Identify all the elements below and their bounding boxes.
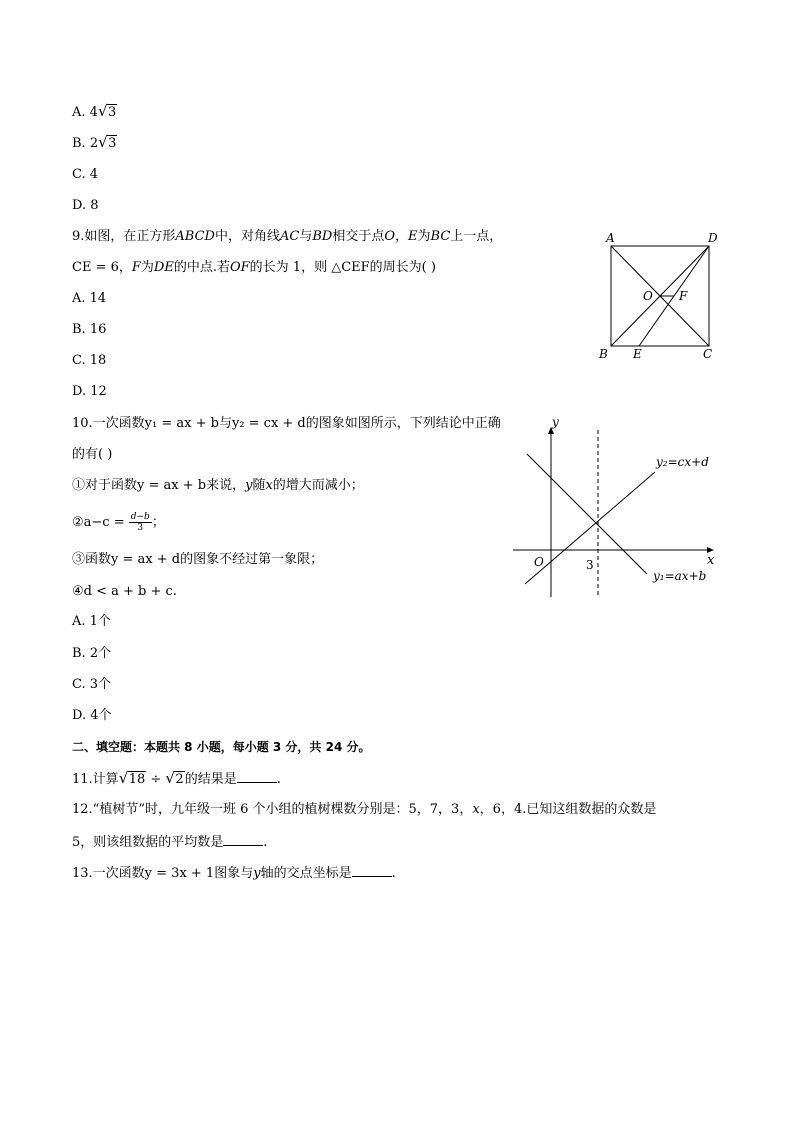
label-f: F — [679, 289, 688, 303]
q8-option-a: A. 4 √ 3 — [72, 102, 117, 120]
line-y1 — [527, 454, 647, 574]
q10-option-b: B. 2个 — [72, 646, 112, 661]
q10-linear-graph — [505, 412, 730, 604]
q9-option-b: B. 16 — [72, 322, 107, 337]
q11-stem: 11.计算 √ 18 ÷ √ 2的结果是 . — [72, 769, 281, 787]
q9-stem-line2: CE = 6，F为DE的中点.若OF的长为 1，则 △CEF的周长为( ) — [72, 260, 436, 275]
label-b: B — [599, 347, 608, 361]
y-axis-label: y — [552, 415, 559, 429]
x-axis-label: x — [707, 553, 715, 568]
q12-stem-line2: 5，则该组数据的平均数是 . — [72, 835, 268, 850]
sqrt-sign: √ 18 — [118, 769, 146, 787]
label-d: D — [708, 231, 718, 245]
section-2-title: 二、填空题：本题共 8 小题，每小题 3 分，共 24 分。 — [72, 740, 371, 754]
q10-stem-line1: 10.一次函数y₁ = ax + b与y₂ = cx + d的图象如图所示，下列结论中正确 — [72, 416, 501, 431]
q9-square-figure — [595, 228, 725, 363]
q10-statement-1: ①对于函数y = ax + b来说，y随x的增大而减小； — [72, 478, 364, 493]
q10-statement-4: ④d < a + b + c. — [72, 584, 177, 599]
q9-option-c: C. 18 — [72, 353, 107, 368]
answer-blank[interactable] — [223, 833, 263, 846]
q10-option-d: D. 4个 — [72, 708, 112, 723]
label-o: O — [643, 289, 653, 303]
q8-option-c: C. 4 — [72, 167, 99, 182]
q10-option-c: C. 3个 — [72, 677, 112, 692]
label-a: A — [606, 231, 615, 245]
y2-line-label: y₂=cx+d — [656, 455, 709, 469]
q9-stem-line1: 9.如图，在正方形ABCD中，对角线AC与BD相交于点O，E为BC上一点， — [72, 229, 503, 244]
answer-blank[interactable] — [237, 770, 277, 783]
q10-statement-3: ③函数y = ax + d的图象不经过第一象限； — [72, 552, 324, 567]
fraction: $\frac{d-b}{3}$ — [130, 512, 150, 533]
y1-line-label: y₁=ax+b — [653, 569, 707, 583]
q8-option-b: B. 2 √ 3 — [72, 133, 117, 151]
q9-option-a: A. 14 — [72, 291, 107, 306]
q10-option-a: A. 1个 — [72, 614, 111, 629]
sqrt-sign: √ 3 — [97, 102, 117, 120]
q13-stem: 13.一次函数y = 3x + 1图象与y轴的交点坐标是 . — [72, 866, 396, 881]
label-c: C — [703, 347, 713, 361]
sqrt-sign: √ 2 — [165, 769, 184, 787]
origin-label: O — [534, 555, 544, 569]
label-e: E — [633, 347, 642, 361]
q10-statement-2: ②a−c = $\frac{d-b}{3}$ ； — [72, 512, 165, 533]
q12-stem-line1: 12.“植树节”时，九年级一班 6 个小组的植树棵数分别是：5，7，3，x，6，4.已知这组数据的众数是 — [72, 802, 657, 817]
q9-option-d: D. 12 — [72, 384, 107, 399]
q8-option-d: D. 8 — [72, 198, 99, 213]
sqrt-sign: √ 3 — [98, 133, 117, 151]
answer-blank[interactable] — [352, 864, 392, 877]
tick-3-label: 3 — [586, 558, 594, 572]
q10-stem-line2: 的有( ) — [72, 447, 113, 462]
